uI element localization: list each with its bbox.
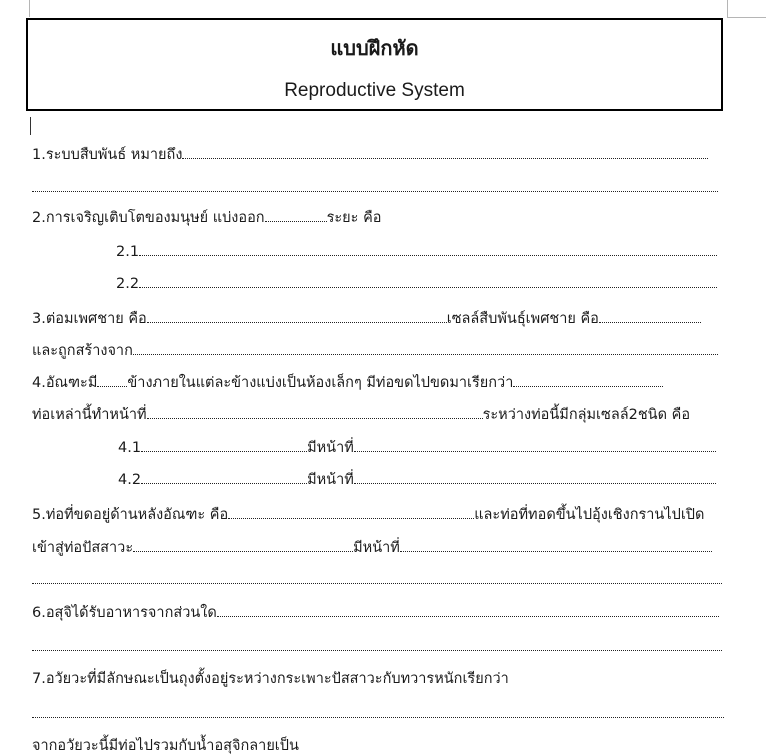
subitem-4-2 <box>118 469 716 490</box>
question-3 <box>32 308 701 329</box>
answer-line[interactable] <box>32 569 722 590</box>
question-text: ระหว่างท่อนี้มีกลุ่มเซลล์2ชนิด คือ <box>482 407 691 423</box>
question-text: 1.ระบบสืบพันธ์ หมายถึง <box>32 147 183 163</box>
subitem-label: 4.2 <box>118 472 142 488</box>
answer-blank[interactable] <box>141 437 307 452</box>
answer-blank[interactable] <box>513 372 663 387</box>
question-5 <box>32 504 704 525</box>
subitem-4-1 <box>118 437 716 458</box>
question-1 <box>32 144 708 165</box>
subitem-label: 4.1 <box>118 440 142 456</box>
question-text: จากอวัยวะนี้มีท่อไปรวมกับน้ำอสุจิกลายเป็น <box>32 738 299 754</box>
answer-blank[interactable] <box>599 308 701 323</box>
question-text: เข้าสู่ท่อปัสสาวะ <box>32 540 134 556</box>
answer-blank[interactable] <box>217 602 719 617</box>
answer-line[interactable] <box>32 177 718 198</box>
answer-blank[interactable] <box>139 273 717 288</box>
question-text: ข้างภายในแต่ละข้างแบ่งเป็นห้องเล็กๆ มีท่อขดไปขดมาเรียกว่า <box>127 375 514 391</box>
question-7-line-3 <box>32 736 299 756</box>
question-4 <box>32 372 663 393</box>
question-text: มีหน้าที่ <box>307 472 354 488</box>
subitem-label: 2.2 <box>116 276 140 292</box>
margin-mark <box>727 0 728 17</box>
answer-blank[interactable] <box>228 504 474 519</box>
question-6 <box>32 602 719 623</box>
question-text: 7.อวัยวะที่มีลักษณะเป็นถุงตั้งอยู่ระหว่างกระเพาะปัสสาวะกับทวารหนักเรียกว่า <box>32 671 509 687</box>
answer-blank[interactable] <box>147 404 483 419</box>
question-text: 2.การเจริญเติบโตของมนุษย์ แบ่งออก <box>32 210 265 226</box>
subitem-label: 2.1 <box>116 244 140 260</box>
answer-blank[interactable] <box>400 537 712 552</box>
question-text: ท่อเหล่านี้ทำหน้าที่ <box>32 407 147 423</box>
answer-blank[interactable] <box>133 340 718 355</box>
question-text: ระยะ คือ <box>326 210 382 226</box>
worksheet-subtitle: Reproductive System <box>284 80 465 101</box>
answer-line[interactable] <box>32 703 724 724</box>
subitem-2-2 <box>116 273 717 294</box>
margin-mark <box>727 17 766 18</box>
question-text: มีหน้าที่ <box>353 540 400 556</box>
answer-line[interactable] <box>32 636 722 657</box>
question-text: มีหน้าที่ <box>307 440 354 456</box>
answer-blank[interactable] <box>32 703 724 718</box>
answer-blank[interactable] <box>97 372 127 387</box>
answer-blank[interactable] <box>354 437 716 452</box>
question-text: 4.อัณฑะมี <box>32 375 98 391</box>
answer-blank[interactable] <box>141 469 307 484</box>
worksheet-title-box <box>26 18 723 111</box>
answer-blank[interactable] <box>133 537 353 552</box>
question-3-line-2 <box>32 340 718 361</box>
question-7 <box>32 669 509 689</box>
answer-blank[interactable] <box>32 569 722 584</box>
answer-blank[interactable] <box>32 177 718 192</box>
question-4-line-2 <box>32 404 690 425</box>
worksheet-title: แบบฝึกหัด <box>330 36 419 60</box>
question-text: เซลล์สืบพันธุ์เพศชาย คือ <box>446 311 599 327</box>
question-text: และถูกสร้างจาก <box>32 343 133 359</box>
answer-blank[interactable] <box>139 241 717 256</box>
answer-blank[interactable] <box>265 207 327 222</box>
answer-blank[interactable] <box>182 144 708 159</box>
margin-mark <box>29 0 30 17</box>
question-text: 6.อสุจิได้รับอาหารจากส่วนใด <box>32 605 217 621</box>
question-text: 5.ท่อที่ขดอยู่ด้านหลังอัณฑะ คือ <box>32 507 229 523</box>
answer-blank[interactable] <box>147 308 447 323</box>
text-cursor[interactable] <box>30 117 31 135</box>
answer-blank[interactable] <box>354 469 716 484</box>
answer-blank[interactable] <box>32 636 722 651</box>
question-2 <box>32 207 381 228</box>
question-text: และท่อที่ทอดขึ้นไปอุ้งเชิงกรานไปเปิด <box>474 507 705 523</box>
question-text: 3.ต่อมเพศชาย คือ <box>32 311 147 327</box>
subitem-2-1 <box>116 241 717 262</box>
question-5-line-2 <box>32 537 712 558</box>
